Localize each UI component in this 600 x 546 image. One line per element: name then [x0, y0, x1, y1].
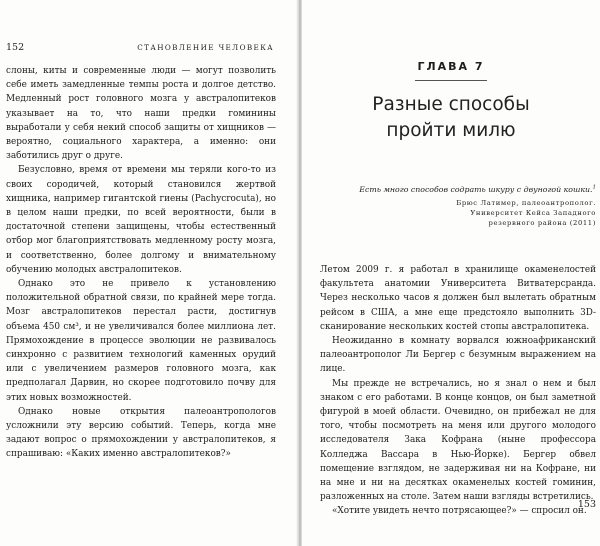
chapter-title — [302, 92, 600, 144]
paragraph: слоны, киты и современные люди — могут позволить себе иметь замедленные темпы роста и долгое детство. Медленный рост головного мозга у австралопитеков указывает на то, что наши предки гоминины выработали у себя некий способ защиты от хищников — вероятно, социального характера, а именно: они заботились друг о друге. — [6, 66, 276, 162]
page-number-left: 152 — [6, 42, 25, 53]
chapter-divider — [415, 80, 487, 81]
paragraph: Летом 2009 г. я работал в хранилище окаменелостей факультета анатомии Университета Витватерсранда. Через несколько часов я должен был вылетать обратным рейсом в США, а мне еще предстояло выполнить 3D-сканирование нескольких костей стопы австралопитека. — [320, 265, 596, 332]
right-body-text — [320, 263, 596, 519]
epigraph-attribution-line: Университет Кейса Западного — [470, 209, 596, 217]
epigraph-attribution-line: резервного района (2011) — [488, 219, 596, 227]
epigraph-attribution — [362, 198, 596, 228]
epigraph — [342, 184, 596, 195]
chapter-label: ГЛАВА 7 — [417, 60, 485, 73]
paragraph: Однако новые открытия палеоантропологов усложнили эту версию событий. Теперь, когда мне задают вопрос о прямохождении у австралопитеков, я спрашиваю: «Каких именно австралопитеков?» — [6, 406, 276, 460]
page-number-right: 153 — [577, 499, 596, 510]
paragraph: Безусловно, время от времени мы теряли кого-то из своих сородичей, который становился жертвой хищника, например гигантской гиены (Pachycrocuta), но в целом наши предки, по всей вероятности, были в достаточной степени защищены, чтобы естественный отбор мог благоприятствовать медленному росту мозга, и соответственно, более долгому и внимательному обучению молодых австралопитеков. — [6, 165, 276, 275]
paragraph: Неожиданно в комнату ворвался южноафриканский палеоантрополог Ли Бергер с безумным выражением на лице. — [320, 336, 596, 375]
epigraph-attribution-line: Брюс Латимер, палеоантрополог. — [456, 199, 596, 207]
left-body-text — [6, 64, 276, 462]
running-head-title: СТАНОВЛЕНИЕ ЧЕЛОВЕКА — [137, 43, 274, 52]
left-page — [0, 0, 298, 546]
paragraph: Однако это не привело к установлению положительной обратной связи, по крайней мере тогда. Мозг австралопитеков перестал расти, достигнув объема 450 см³, и не увеличивался более миллиона лет. Прямохождение в процессе эволюции не развивалось синхронно с развитием технологий каменных орудий или с увеличением размеров головного мозга, как предполагал Дарвин, но скорее подготовило почву для этих новых возможностей. — [6, 279, 276, 403]
epigraph-text: Есть много способов содрать шкуру с двуногой кошки. — [359, 185, 593, 194]
right-page — [302, 0, 600, 546]
running-head — [6, 42, 274, 53]
chapter-title-line: пройти милю — [386, 120, 516, 141]
paragraph: Мы прежде не встречались, но я знал о нем и был знаком с его работами. В конце концов, он был заметной фигурой в моей области. Очевидно, он прибежал не для того, чтобы посмотреть на меня или другого молодого исследователя Зака Кофрана (ныне профессора Колледжа Вассара в Нью-Йорке). Бергер обвел помещение взглядом, не задерживая ни на Кофране, ни на мне и ни на десятках окаменелых костей гоминин, разложенных на столе. Затем наши взгляды встретились. — [320, 378, 596, 503]
footnote-marker: 1 — [592, 184, 596, 191]
paragraph: «Хотите увидеть нечто потрясающее?» — спросил он. — [332, 506, 587, 517]
chapter-title-line: Разные способы — [372, 94, 530, 115]
